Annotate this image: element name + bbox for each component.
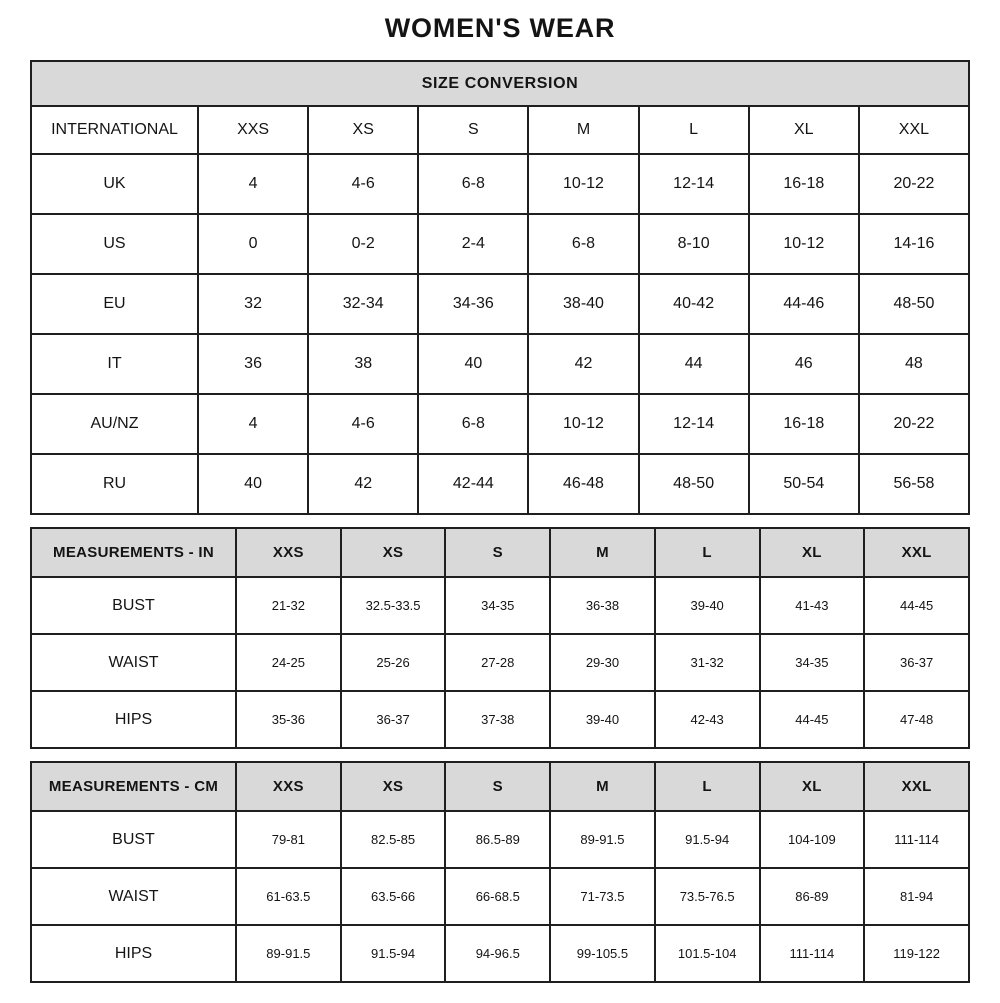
value-cell: 101.5-104 — [655, 925, 760, 982]
size-column-header: XS — [341, 528, 446, 577]
value-cell: 10-12 — [528, 154, 638, 214]
value-cell: 10-12 — [528, 394, 638, 454]
value-cell: 89-91.5 — [550, 811, 655, 868]
value-cell: 4 — [198, 154, 308, 214]
value-cell: 12-14 — [639, 394, 749, 454]
table-row — [31, 925, 969, 982]
measurements-cm-table-body — [31, 762, 969, 982]
column-header-row — [31, 528, 969, 577]
size-column-header: M — [528, 106, 638, 154]
value-cell: 27-28 — [445, 634, 550, 691]
measurements-in-table-body — [31, 528, 969, 748]
size-column-header: S — [445, 762, 550, 811]
size-column-header: XL — [760, 528, 865, 577]
value-cell: 44-45 — [864, 577, 969, 634]
value-cell: 40 — [198, 454, 308, 514]
value-cell: 40-42 — [639, 274, 749, 334]
value-cell: 63.5-66 — [341, 868, 446, 925]
row-label: RU — [31, 454, 198, 514]
row-label: IT — [31, 334, 198, 394]
value-cell: 29-30 — [550, 634, 655, 691]
value-cell: 42-43 — [655, 691, 760, 748]
size-column-header: M — [550, 528, 655, 577]
value-cell: 42 — [308, 454, 418, 514]
value-cell: 111-114 — [864, 811, 969, 868]
value-cell: 48 — [859, 334, 969, 394]
value-cell: 4-6 — [308, 154, 418, 214]
value-cell: 94-96.5 — [445, 925, 550, 982]
value-cell: 6-8 — [418, 154, 528, 214]
table-row — [31, 454, 969, 514]
value-cell: 66-68.5 — [445, 868, 550, 925]
row-label: EU — [31, 274, 198, 334]
row-label: HIPS — [31, 925, 236, 982]
value-cell: 20-22 — [859, 394, 969, 454]
value-cell: 0 — [198, 214, 308, 274]
value-cell: 14-16 — [859, 214, 969, 274]
measurements-in-table — [30, 527, 970, 749]
value-cell: 0-2 — [308, 214, 418, 274]
row-label: WAIST — [31, 868, 236, 925]
size-column-header: XXS — [236, 762, 341, 811]
size-column-header: L — [655, 762, 760, 811]
value-cell: 40 — [418, 334, 528, 394]
value-cell: 32.5-33.5 — [341, 577, 446, 634]
value-cell: 91.5-94 — [341, 925, 446, 982]
value-cell: 50-54 — [749, 454, 859, 514]
size-column-header: XXL — [864, 528, 969, 577]
value-cell: 44 — [639, 334, 749, 394]
value-cell: 34-35 — [445, 577, 550, 634]
value-cell: 4 — [198, 394, 308, 454]
value-cell: 37-38 — [445, 691, 550, 748]
value-cell: 42 — [528, 334, 638, 394]
column-header-row — [31, 762, 969, 811]
size-column-header: L — [655, 528, 760, 577]
table-row — [31, 691, 969, 748]
table-row — [31, 868, 969, 925]
value-cell: 21-32 — [236, 577, 341, 634]
value-cell: 71-73.5 — [550, 868, 655, 925]
table-banner-title: SIZE CONVERSION — [31, 61, 969, 106]
value-cell: 12-14 — [639, 154, 749, 214]
row-label: AU/NZ — [31, 394, 198, 454]
size-column-header: XXS — [198, 106, 308, 154]
value-cell: 16-18 — [749, 154, 859, 214]
value-cell: 39-40 — [655, 577, 760, 634]
row-label: BUST — [31, 811, 236, 868]
value-cell: 41-43 — [760, 577, 865, 634]
table-row — [31, 394, 969, 454]
size-column-header: XL — [760, 762, 865, 811]
value-cell: 20-22 — [859, 154, 969, 214]
value-cell: 56-58 — [859, 454, 969, 514]
table-header-label: MEASUREMENTS - IN — [31, 528, 236, 577]
value-cell: 4-6 — [308, 394, 418, 454]
value-cell: 32 — [198, 274, 308, 334]
value-cell: 6-8 — [418, 394, 528, 454]
value-cell: 34-35 — [760, 634, 865, 691]
value-cell: 39-40 — [550, 691, 655, 748]
value-cell: 47-48 — [864, 691, 969, 748]
size-column-header: L — [639, 106, 749, 154]
table-row — [31, 154, 969, 214]
column-header-row — [31, 106, 969, 154]
value-cell: 73.5-76.5 — [655, 868, 760, 925]
table-row — [31, 577, 969, 634]
value-cell: 111-114 — [760, 925, 865, 982]
value-cell: 8-10 — [639, 214, 749, 274]
size-column-header: XXL — [859, 106, 969, 154]
table-row — [31, 274, 969, 334]
value-cell: 79-81 — [236, 811, 341, 868]
value-cell: 82.5-85 — [341, 811, 446, 868]
value-cell: 6-8 — [528, 214, 638, 274]
value-cell: 36-37 — [864, 634, 969, 691]
value-cell: 61-63.5 — [236, 868, 341, 925]
value-cell: 42-44 — [418, 454, 528, 514]
value-cell: 86-89 — [760, 868, 865, 925]
value-cell: 2-4 — [418, 214, 528, 274]
row-label: UK — [31, 154, 198, 214]
value-cell: 119-122 — [864, 925, 969, 982]
value-cell: 25-26 — [341, 634, 446, 691]
value-cell: 34-36 — [418, 274, 528, 334]
value-cell: 36-37 — [341, 691, 446, 748]
value-cell: 99-105.5 — [550, 925, 655, 982]
size-column-header: XS — [341, 762, 446, 811]
value-cell: 10-12 — [749, 214, 859, 274]
row-label: BUST — [31, 577, 236, 634]
row-label: HIPS — [31, 691, 236, 748]
value-cell: 86.5-89 — [445, 811, 550, 868]
value-cell: 91.5-94 — [655, 811, 760, 868]
value-cell: 89-91.5 — [236, 925, 341, 982]
value-cell: 38-40 — [528, 274, 638, 334]
value-cell: 104-109 — [760, 811, 865, 868]
table-header-label: MEASUREMENTS - CM — [31, 762, 236, 811]
value-cell: 46-48 — [528, 454, 638, 514]
value-cell: 31-32 — [655, 634, 760, 691]
value-cell: 48-50 — [639, 454, 749, 514]
size-column-header: XXS — [236, 528, 341, 577]
value-cell: 81-94 — [864, 868, 969, 925]
region-column-header: INTERNATIONAL — [31, 106, 198, 154]
value-cell: 38 — [308, 334, 418, 394]
value-cell: 16-18 — [749, 394, 859, 454]
table-row — [31, 634, 969, 691]
table-banner-row — [31, 61, 969, 106]
table-row — [31, 334, 969, 394]
value-cell: 48-50 — [859, 274, 969, 334]
table-row — [31, 811, 969, 868]
row-label: WAIST — [31, 634, 236, 691]
size-conversion-table — [30, 60, 970, 515]
measurements-cm-table — [30, 761, 970, 983]
size-column-header: M — [550, 762, 655, 811]
value-cell: 44-45 — [760, 691, 865, 748]
value-cell: 35-36 — [236, 691, 341, 748]
size-column-header: XXL — [864, 762, 969, 811]
table-row — [31, 214, 969, 274]
size-column-header: S — [445, 528, 550, 577]
page-title: WOMEN'S WEAR — [384, 13, 616, 43]
row-label: US — [31, 214, 198, 274]
value-cell: 46 — [749, 334, 859, 394]
size-column-header: XL — [749, 106, 859, 154]
size-conversion-table-body — [31, 61, 969, 514]
value-cell: 24-25 — [236, 634, 341, 691]
size-column-header: S — [418, 106, 528, 154]
value-cell: 36 — [198, 334, 308, 394]
value-cell: 44-46 — [749, 274, 859, 334]
size-column-header: XS — [308, 106, 418, 154]
value-cell: 32-34 — [308, 274, 418, 334]
value-cell: 36-38 — [550, 577, 655, 634]
